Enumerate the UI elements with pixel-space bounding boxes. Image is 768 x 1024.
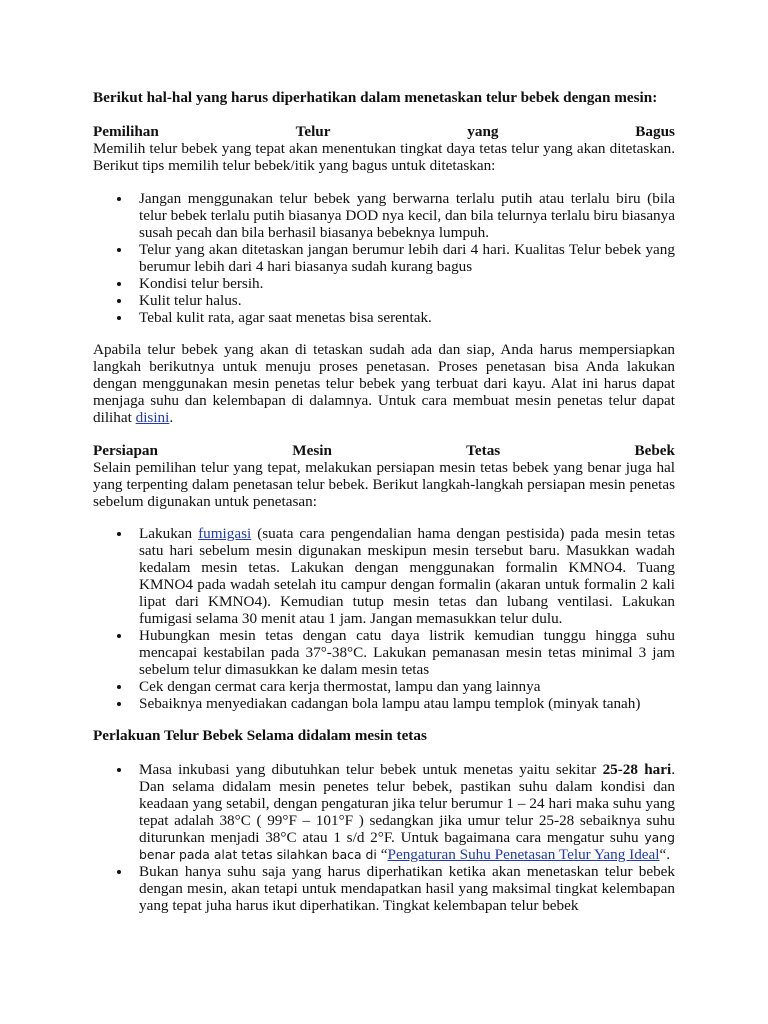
list-item <box>116 525 675 627</box>
heading-word: Persiapan <box>93 442 158 459</box>
list-item: Kondisi telur bersih. <box>116 275 675 292</box>
section-heading-persiapan-mesin <box>93 442 675 459</box>
heading-word: Telur <box>295 123 331 140</box>
list-langkah-persiapan <box>116 525 675 712</box>
list-item-text: Lakukan <box>139 525 199 542</box>
quote-mark: “ <box>380 846 388 863</box>
list-tips-telur <box>116 190 675 326</box>
paragraph-text: Apabila telur bebek yang akan di tetaskan sudah ada dan siap, Anda harus mempersiapkan langkah berikutnya untuk menuju proses penetasan. Proses penetasan bisa Anda lakukan dengan menggunakan mesin penetas telur bebek yang terbuat dari kayu. Alat ini harus dapat menjaga suhu dan kelembapan di dalamnya. Untuk cara membuat mesin penetas telur dapat dilihat <box>93 341 675 426</box>
heading-word: Mesin <box>292 442 332 459</box>
list-item: Telur yang akan ditetaskan jangan berumur lebih dari 4 hari. Kualitas Telur bebek yang berumur lebih dari 4 hari biasanya sudah kurang bagus <box>116 241 675 275</box>
list-item: Tebal kulit rata, agar saat menetas bisa serentak. <box>116 309 675 326</box>
paragraph-end: . <box>169 409 174 426</box>
link-pengaturan-suhu[interactable]: Pengaturan Suhu Penetasan Telur Yang Ideal <box>387 846 660 863</box>
list-item-bold-text: 25-28 hari <box>602 761 672 778</box>
list-item: Cek dengan cermat cara kerja thermostat, lampu dan yang lainnya <box>116 678 675 695</box>
list-item: Sebaiknya menyediakan cadangan bola lampu atau lampu templok (minyak tanah) <box>116 695 675 712</box>
section-intro-persiapan-mesin: Selain pemilihan telur yang tepat, melakukan persiapan mesin tetas bebek yang benar juga hal yang terpenting dalam penetasan telur bebek. Berikut langkah-langkah persiapan mesin penetas sebelum digunakan untuk penetasan: <box>93 459 675 510</box>
list-item-text: yang benar pada alat tetas silahkan baca di <box>139 830 675 862</box>
list-item: Hubungkan mesin tetas dengan catu daya listrik kemudian tunggu hingga suhu mencapai kestabilan pada 37°-38°C. Lakukan pemanasan mesin tetas minimal 3 jam sebelum telur dimasukkan ke dalam mesin tetas <box>116 627 675 678</box>
link-disini[interactable]: disini <box>135 409 170 426</box>
list-item-text: . Dan selama didalam mesin penetes telur bebek, pastikan suhu dalam kondisi dan keadaan yang setabil, dengan pengaturan jika telur berumur 1 – 24 hari maka suhu yang tepat adalah 38°C ( 99°F – 101°F ) sedangkan jika umur telur 25-28 sebaiknya suhu diturunkan menjadi 38°C atau 1 s/d 2°F. Untuk bagaimana cara mengatur suhu <box>139 761 675 846</box>
document-title: Berikut hal-hal yang harus diperhatikan dalam menetaskan telur bebek dengan mesin: <box>93 89 658 106</box>
heading-word: Tetas <box>466 442 501 459</box>
section-heading-pemilihan <box>93 123 675 140</box>
paragraph-persiapan-penetasan <box>93 341 675 426</box>
list-item: Bukan hanya suhu saja yang harus diperhatikan ketika akan menetaskan telur bebek dengan mesin, akan tetapi untuk mendapatkan hasil yang maksimal tingkat kelembapan yang tepat juha harus ikut diperhatikan. Tingkat kelembapan telur bebek <box>116 863 675 914</box>
list-item-text: (suata cara pengendalian hama dengan pestisida) pada mesin tetas satu hari sebelum mesin digunakan meskipun mesin tersebut baru. Masukkan wadah kedalam mesin tetas. Lakukan dengan menggunakan formalin KMNO4. Tuang KMNO4 pada wadah setelah itu campur dengan formalin (akaran untuk formalin 2 kali lipat dari KMNO4). Kemudian tutup mesin tetas dan lubang ventilasi. Lakukan fumigasi selama 30 menit atau 1 jam. Jangan memasukkan telur dulu. <box>139 525 675 627</box>
link-fumigasi[interactable]: fumigasi <box>198 525 252 542</box>
list-item: Jangan menggunakan telur bebek yang berwarna terlalu putih atau terlalu biru (bila telur bebek terlalu putih biasanya DOD nya kecil, dan bila telurnya terlalu biru biasanya susah pecah dan bila berhasil biasanya bebeknya lumpuh. <box>116 190 675 241</box>
quote-mark: “. <box>659 846 671 863</box>
heading-word: Bagus <box>635 123 675 140</box>
heading-word: yang <box>467 123 499 140</box>
section-intro-pemilihan: Memilih telur bebek yang tepat akan menentukan tingkat daya tetas telur yang akan ditetaskan. Berikut tips memilih telur bebek/itik yang bagus untuk ditetaskan: <box>93 140 675 174</box>
section-heading-perlakuan: Perlakuan Telur Bebek Selama didalam mesin tetas <box>93 727 427 744</box>
heading-word: Bebek <box>634 442 675 459</box>
list-item: Kulit telur halus. <box>116 292 675 309</box>
heading-word: Pemilihan <box>93 123 159 140</box>
list-item-text: Masa inkubasi yang dibutuhkan telur bebek untuk menetas yaitu sekitar <box>139 761 603 778</box>
list-perlakuan-telur <box>116 761 675 914</box>
list-item <box>116 761 675 863</box>
